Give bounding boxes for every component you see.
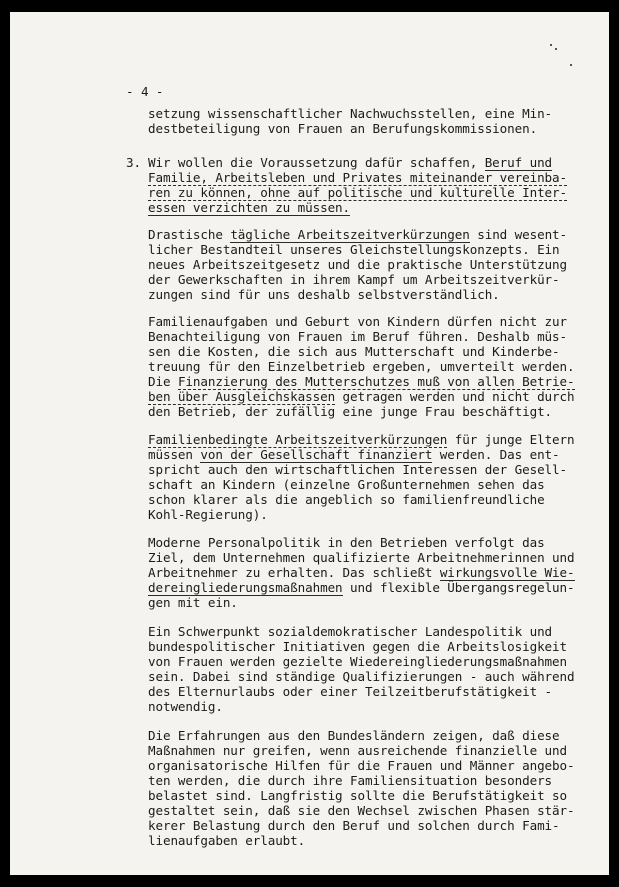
text-line: schaft an Kindern (einzelne Großunternehmen sehen das	[148, 477, 545, 492]
underlined-span: dereingliederungsmaßnahmen	[148, 580, 343, 595]
text-line	[148, 200, 350, 215]
text-line: von Frauen werden gezielte Wiedereingliederungsmaßnahmen	[148, 654, 567, 669]
text-line: setzung wissenschaftlicher Nachwuchsstellen, eine Min-	[148, 106, 553, 121]
text-line: organisatorische Hilfen für die Frauen und Männer angebo-	[148, 758, 575, 773]
underlined-span: Beruf und	[484, 155, 553, 170]
text-line: notwendig.	[148, 699, 223, 714]
item-number: 3.	[126, 155, 141, 170]
text-line: den Betrieb, der zufällig eine junge Frau beschäftigt.	[148, 404, 553, 419]
text-line: belastet sind. Langfristig sollte die Berufstätigkeit so	[148, 788, 567, 803]
text-line: Ziel, dem Unternehmen qualifizierte Arbeitnehmerinnen und	[148, 550, 575, 565]
text-line: Familienaufgaben und Geburt von Kindern dürfen nicht zur	[148, 314, 567, 329]
underlined-span: essen verzichten zu müssen.	[148, 200, 351, 215]
underlined-span: Familie, Arbeitsleben und Privates miteinander vereinba-	[148, 170, 567, 185]
text-line	[148, 374, 575, 389]
underlined-span: Finanzierung des Mutterschutzes muß von allen Betrie-	[177, 374, 575, 389]
text-line: Ein Schwerpunkt sozialdemokratischer Landespolitik und	[148, 624, 553, 639]
underlined-span: Familienbedingte Arbeitszeitverkürzungen	[148, 432, 448, 447]
text-span: Arbeitnehmer zu erhalten. Das schließt	[148, 565, 440, 580]
text-line	[148, 580, 575, 595]
text-line: lienaufgaben erlaubt.	[148, 833, 306, 848]
text-line	[148, 155, 552, 170]
text-line: gestaltet sein, daß sie den Wechsel zwischen Phasen stär-	[148, 803, 575, 818]
text-span: sind wesent-	[469, 227, 568, 242]
text-line: Die Erfahrungen aus den Bundesländern zeigen, daß diese	[148, 728, 560, 743]
text-line	[148, 227, 567, 242]
text-line: licher Bestandteil unseres Gleichstellungskonzepts. Ein	[148, 242, 560, 257]
text-line: gen mit ein.	[148, 595, 238, 610]
text-span: Die	[148, 374, 178, 389]
underlined-span: ben über Ausgleichskassen	[148, 389, 336, 404]
text-span: getragen werden und nicht durch	[335, 389, 575, 404]
text-line: zungen sind für uns deshalb selbstverständlich.	[148, 287, 500, 302]
text-line: treuung für den Einzelbetrieb ergeben, umverteilt werden.	[148, 359, 575, 374]
scan-speck	[555, 48, 557, 50]
text-line: spricht auch den wirtschaftlichen Interessen der Gesell-	[148, 462, 567, 477]
text-span: werden. Das ent-	[432, 447, 560, 462]
text-line	[148, 447, 560, 462]
text-line: neues Arbeitszeitgesetz und die praktische Unterstützung	[148, 257, 567, 272]
text-span: Drastische	[148, 227, 231, 242]
text-line: Moderne Personalpolitik in den Betrieben verfolgt das	[148, 535, 545, 550]
underlined-span: ren zu können, ohne auf politische und kulturelle Inter-	[148, 185, 567, 200]
text-line: destbeteiligung von Frauen an Berufungskommissionen.	[148, 121, 538, 136]
text-span: und flexible Übergangsregelun-	[342, 580, 575, 595]
text-line: schon klarer als die angeblich so familienfreundliche	[148, 492, 545, 507]
text-line	[148, 185, 567, 200]
text-line: der Gewerkschaften in ihrem Kampf um Arbeitszeitverkür-	[148, 272, 560, 287]
text-line: ten werden, die durch ihre Familiensituation besonders	[148, 773, 553, 788]
text-line: Benachteiligung von Frauen im Beruf führen. Deshalb müs-	[148, 329, 567, 344]
page-number: - 4 -	[126, 84, 164, 99]
scan-speck	[550, 44, 552, 46]
text-line: des Elternurlaubs oder einer Teilzeitberufstätigkeit -	[148, 684, 553, 699]
text-line: kerer Belastung durch den Beruf und solchen durch Fami-	[148, 818, 560, 833]
underlined-span: wirkungsvolle Wie-	[439, 565, 575, 580]
text-line	[148, 389, 575, 404]
text-span: müssen	[148, 447, 201, 462]
text-span: Wir wollen die Voraussetzung dafür schaffen,	[148, 155, 485, 170]
text-line: sein. Dabei sind ständige Qualifizierungen - auch während	[148, 669, 575, 684]
text-line: sen die Kosten, die sich aus Mutterschaft und Kinderbe-	[148, 344, 560, 359]
text-line	[148, 432, 575, 447]
text-line: Maßnahmen nur greifen, wenn ausreichende finanzielle und	[148, 743, 567, 758]
text-line	[148, 565, 575, 580]
text-line: bundespolitischer Initiativen gegen die Arbeitslosigkeit	[148, 639, 567, 654]
underlined-span: von der Gesellschaft finanziert	[200, 447, 433, 462]
text-span: für junge Eltern	[447, 432, 575, 447]
text-line	[148, 170, 567, 185]
scan-speck	[570, 64, 572, 66]
document-page	[10, 12, 609, 875]
underlined-span: tägliche Arbeitszeitverkürzungen	[230, 227, 470, 242]
text-line: Kohl-Regierung).	[148, 507, 268, 522]
